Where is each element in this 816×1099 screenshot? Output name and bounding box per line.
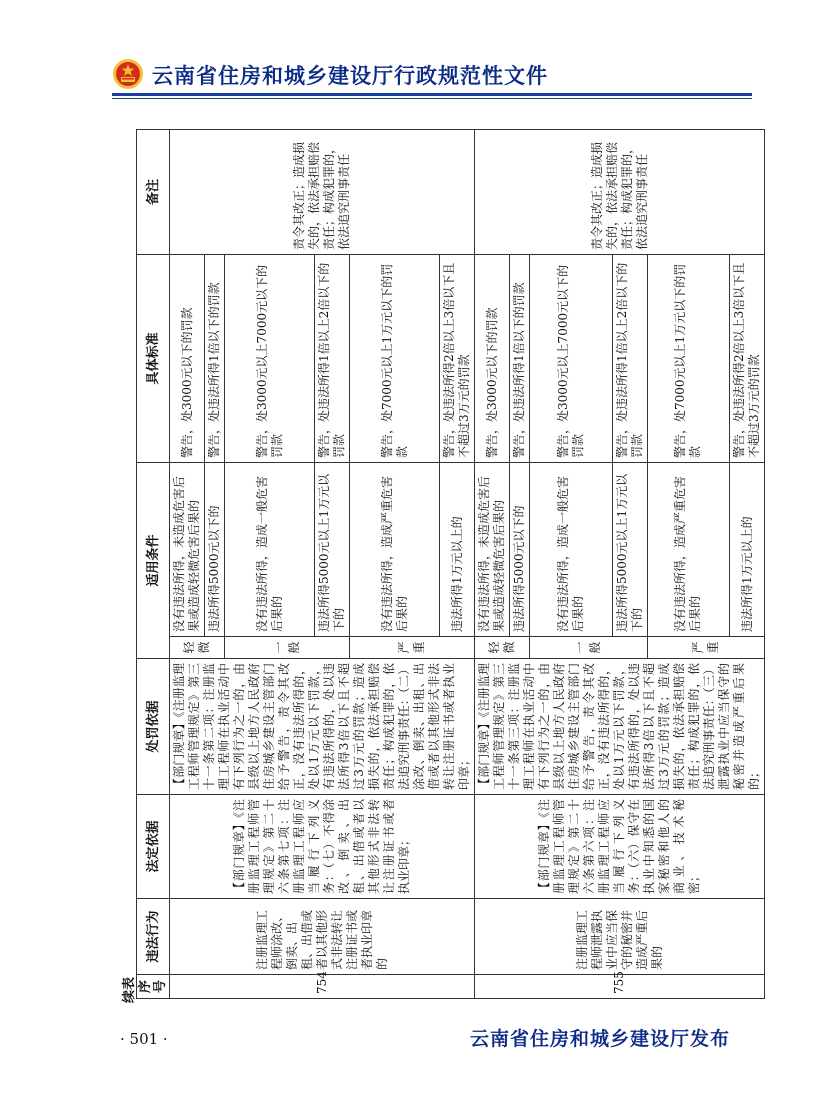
national-emblem-icon — [112, 58, 144, 90]
row-seq: 754 — [170, 975, 475, 999]
row-violation: 注册监理工程师涂改、倒卖、出租、出借或者以其他形式非法转让注册证书或者执业印章的 — [170, 899, 475, 975]
page-number: · 501 · — [120, 1030, 168, 1048]
table-row — [475, 129, 510, 998]
standard-cell: 警告，处违法所得2倍以上3倍以下且不超过3万元的罚款 — [440, 254, 475, 462]
row-seq: 755 — [475, 975, 765, 999]
header-legal-basis: 法定依据 — [137, 795, 170, 899]
header-seq: 序号 — [137, 975, 170, 999]
header-remark: 备注 — [137, 129, 170, 254]
condition-cell: 没有违法所得，造成一般危害后果的 — [225, 462, 315, 636]
standard-cell: 警告，处3000元以上7000元以下的罚款 — [530, 254, 613, 462]
condition-cell: 违法所得1万元以上的 — [730, 462, 765, 636]
document-header-title: 云南省住房和城乡建设厅行政规范性文件 — [152, 64, 548, 88]
standard-cell: 警告，处7000元以上1万元以下的罚款 — [350, 254, 440, 462]
standard-cell: 警告，处3000元以下的罚款 — [475, 254, 510, 462]
row-violation: 注册监理工程师泄露执业中应当保守的秘密并造成严重后果的 — [475, 899, 765, 975]
rotated-table-area — [118, 130, 761, 1003]
standard-cell: 警告，处违法所得2倍以上3倍以下且不超过3万元的罚款 — [730, 254, 765, 462]
row-legal-basis: 【部门规章】《注册监理工程师管理规定》第二十六条第七项：注册监理工程师应当履行下列义务：（七）不得涂改、倒卖、出租、出借或者以其他形式非法转让注册证书或者执业印章； — [170, 795, 475, 899]
row-penalty-basis: 【部门规章】《注册监理工程师管理规定》第三十一条第三项：注册监理工程师在执业活动中有下列行为之一的，由县级以上地方人民政府住房城乡建设主管部门给予警告，责令其改正，没有违法所得的，处以1万元以下罚款，有违法所得的，处以违法所得3倍以下且不超过3万元的罚款；造成损失的，依法承担赔偿责任；构成犯罪的，依法追究刑事责任：（三）泄露执业中应当保守的秘密并造成严重后果的； — [475, 659, 765, 795]
standard-cell: 警告，处违法所得1倍以下的罚款 — [205, 254, 225, 462]
condition-cell: 违法所得5000元以上1万元以下的 — [612, 462, 647, 636]
standard-cell: 警告，处3000元以下的罚款 — [170, 254, 205, 462]
level-label: 严重 — [647, 637, 765, 659]
condition-cell: 违法所得5000元以下的 — [510, 462, 530, 636]
level-label: 轻微 — [170, 637, 225, 659]
row-remark: 责令其改正；造成损失的，依法承担赔偿责任；构成犯罪的，依法追究刑事责任 — [170, 129, 475, 254]
condition-cell: 违法所得5000元以上1万元以下的 — [315, 462, 350, 636]
standard-cell: 警告，处违法所得1倍以上2倍以下的罚款 — [612, 254, 647, 462]
publisher-footer: 云南省住房和城乡建设厅发布 — [470, 1028, 731, 1050]
continued-table-label: 续表 — [122, 976, 137, 1003]
condition-cell: 没有违法所得，未造成危害后果或造成轻微危害后果的 — [475, 462, 510, 636]
condition-cell: 没有违法所得，造成严重危害后果的 — [647, 462, 730, 636]
standard-cell: 警告，处违法所得1倍以下的罚款 — [510, 254, 530, 462]
header-violation: 违法行为 — [137, 899, 170, 975]
row-remark: 责令其改正；造成损失的，依法承担赔偿责任；构成犯罪的，依法追究刑事责任 — [475, 129, 765, 254]
level-label: 严重 — [350, 637, 475, 659]
table-row — [170, 129, 205, 998]
condition-cell: 违法所得1万元以上的 — [440, 462, 475, 636]
condition-cell: 没有违法所得，造成一般危害后果的 — [530, 462, 613, 636]
row-penalty-basis: 【部门规章】《注册监理工程师管理规定》第三十一条第二项：注册监理工程师在执业活动中有下列行为之一的，由县级以上地方人民政府住房城乡建设主管部门给予警告，责令其改正，没有违法所得的，处以1万元以下罚款，有违法所得的，处以违法所得3倍以下且不超过3万元的罚款；造成损失的，依法承担赔偿责任；构成犯罪的，依法追究刑事责任：（二）涂改、倒卖、出租、出借或者以其他形式非法转让注册证书或者执业印章； — [170, 659, 475, 795]
page-header — [112, 56, 752, 96]
header-standard: 具体标准 — [137, 254, 170, 462]
level-label: 一般 — [225, 637, 350, 659]
condition-cell: 违法所得5000元以下的 — [205, 462, 225, 636]
table-header-row — [137, 129, 170, 998]
row-legal-basis: 【部门规章】《注册监理工程师管理规定》第二十六条第六项：注册监理工程师应当履行下列义务：（六）保守在执业中知悉的国家秘密和他人的商业、技术秘密； — [475, 795, 765, 899]
standard-cell: 警告，处3000元以上7000元以下的罚款 — [225, 254, 315, 462]
penalty-standards-table — [136, 129, 765, 999]
condition-cell: 没有违法所得，未造成危害后果或造成轻微危害后果的 — [170, 462, 205, 636]
condition-cell: 没有违法所得，造成严重危害后果的 — [350, 462, 440, 636]
header-penalty-basis: 处罚依据 — [137, 659, 170, 795]
standard-cell: 警告，处7000元以上1万元以下的罚款 — [647, 254, 730, 462]
header-divider — [112, 93, 752, 96]
header-conditions: 适用条件 — [137, 462, 170, 658]
level-label: 一般 — [530, 637, 648, 659]
rotated-page-content — [118, 130, 761, 1003]
level-label: 轻微 — [475, 637, 530, 659]
header-divider-thin — [112, 98, 752, 99]
standard-cell: 警告，处违法所得1倍以上2倍以下的罚款 — [315, 254, 350, 462]
